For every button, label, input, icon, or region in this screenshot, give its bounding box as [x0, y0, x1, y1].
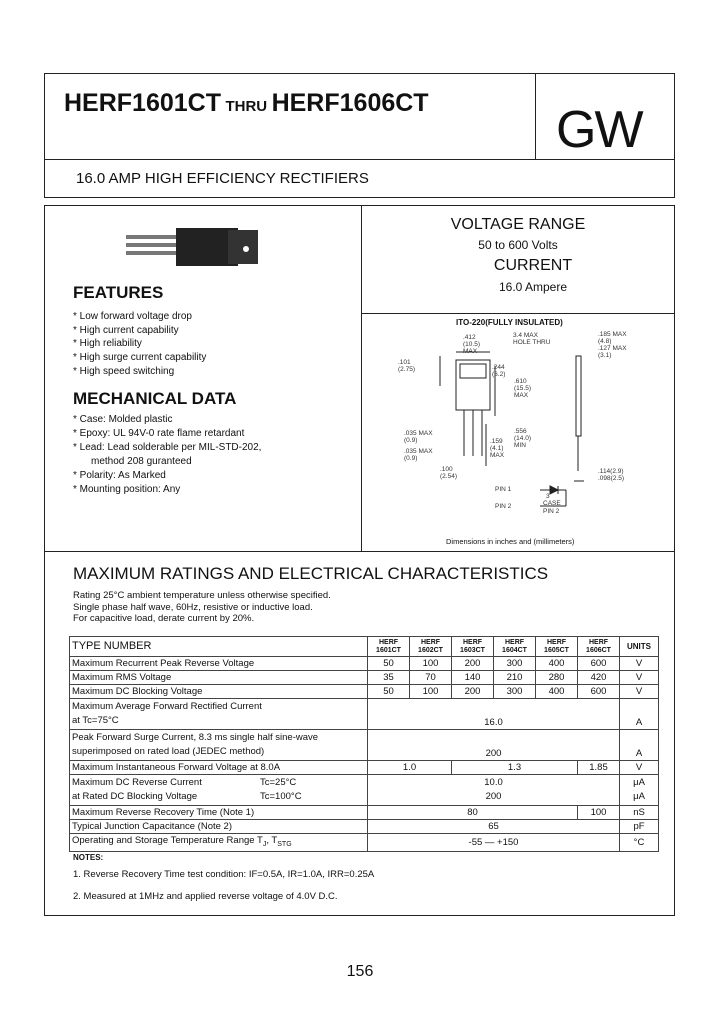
diagram-title: ITO-220(FULLY INSULATED)	[456, 318, 563, 327]
ratings-title: MAXIMUM RATINGS AND ELECTRICAL CHARACTERISTICS	[73, 564, 549, 583]
mechanical-item: method 208 guranteed	[91, 456, 192, 467]
page-title	[64, 89, 429, 118]
pin2-label: PIN 2	[495, 503, 512, 510]
notes-title: NOTES:	[73, 853, 104, 862]
mounting-hole-icon	[243, 246, 249, 252]
pin2b-label: PIN 2	[543, 508, 560, 515]
note-1: 1. Reverse Recovery Time test condition: IF=0.5A, IR=1.0A, IRR=0.25A	[73, 869, 375, 880]
page-number: 156	[346, 963, 374, 980]
table-row: Maximum DC Reverse Current Tc=25°C at Rated DC Blocking Voltage Tc=100°C 10.0 200 μA μA	[70, 775, 659, 806]
feature-item: * High surge current capability	[73, 352, 207, 364]
header-hline	[44, 159, 675, 160]
table-row: Maximum Average Forward Rectified Current at Tc=75°C 16.0 A	[70, 699, 659, 730]
feature-item: * High reliability	[73, 338, 142, 350]
logo: GW	[556, 101, 642, 159]
feature-item: * Low forward voltage drop	[73, 311, 192, 322]
part-end: HERF1606CT	[271, 89, 429, 117]
table-row: Maximum Reverse Recovery Time (Note 1) 80 100 nS	[70, 806, 659, 820]
middle-hline	[361, 313, 675, 314]
subtitle: 16.0 AMP HIGH EFFICIENCY RECTIFIERS	[76, 170, 369, 187]
part-start: HERF1601CT	[64, 89, 221, 117]
mechanical-item: * Lead: Lead solderable per MIL-STD-202,	[73, 442, 262, 453]
table-row: Maximum RMS Voltage 35 70 140 210 280 420 V	[70, 671, 659, 685]
table-row: Maximum Recurrent Peak Reverse Voltage 50 100 200 300 400 600 V	[70, 657, 659, 671]
package-image	[118, 222, 268, 274]
mechanical-item: * Polarity: As Marked	[73, 470, 166, 481]
mechanical-item: * Case: Molded plastic	[73, 414, 173, 425]
table-row: Typical Junction Capacitance (Note 2) 65 pF	[70, 820, 659, 834]
features-title: FEATURES	[73, 283, 164, 302]
voltage-range-title: VOLTAGE RANGE	[450, 216, 586, 233]
type-number-header: TYPE NUMBER	[70, 637, 368, 657]
mechanical-item: * Epoxy: UL 94V-0 rate flame retardant	[73, 428, 245, 439]
table-row: Maximum Instantaneous Forward Voltage at 8.0A 1.0 1.3 1.85 V	[70, 761, 659, 775]
current-title: CURRENT	[493, 257, 573, 274]
feature-item: * High current capability	[73, 324, 179, 336]
feature-item: * High speed switching	[73, 365, 175, 377]
case-label: CASE	[543, 500, 561, 507]
header-divider	[535, 73, 536, 160]
pin3-label: 3	[546, 493, 550, 500]
ratings-table	[69, 636, 659, 852]
table-row: Operating and Storage Temperature Range $T_J$, $T_{STG}$ -55 — +150 °C	[70, 834, 659, 852]
voltage-range-value: 50 to 600 Volts	[478, 238, 558, 252]
table-row: Peak Forward Surge Current, 8.3 ms single half sine-wave superimposed on rated load (JEDEC method) 200 A	[70, 730, 659, 761]
thru-label: THRU	[225, 98, 268, 115]
mechanical-list	[73, 413, 261, 497]
table-row: Maximum DC Blocking Voltage 50 100 200 300 400 600 V	[70, 685, 659, 699]
note-2: 2. Measured at 1MHz and applied reverse voltage of 4.0V D.C.	[73, 891, 338, 902]
features-list	[73, 310, 206, 379]
mechanical-title: MECHANICAL DATA	[73, 389, 237, 408]
units-header: UNITS	[620, 637, 659, 657]
pin1-label: PIN 1	[495, 486, 512, 493]
table-header-row: TYPE NUMBER HERF 1601CT HERF 1602CT HERF 1603CT HERF 1604CT HERF 1605CT HERF 1606CT UNITS	[70, 637, 659, 657]
dimension-note: Dimensions in inches and (millimeters)	[446, 537, 575, 546]
current-value: 16.0 Ampere	[498, 280, 568, 294]
mechanical-item: * Mounting position: Any	[73, 484, 181, 495]
ratings-conditions: Rating 25°C ambient temperature unless otherwise specified. Single phase half wave, 60Hz, resistive or inductive load. For capacitive load, derate current by 20%.	[73, 590, 331, 624]
